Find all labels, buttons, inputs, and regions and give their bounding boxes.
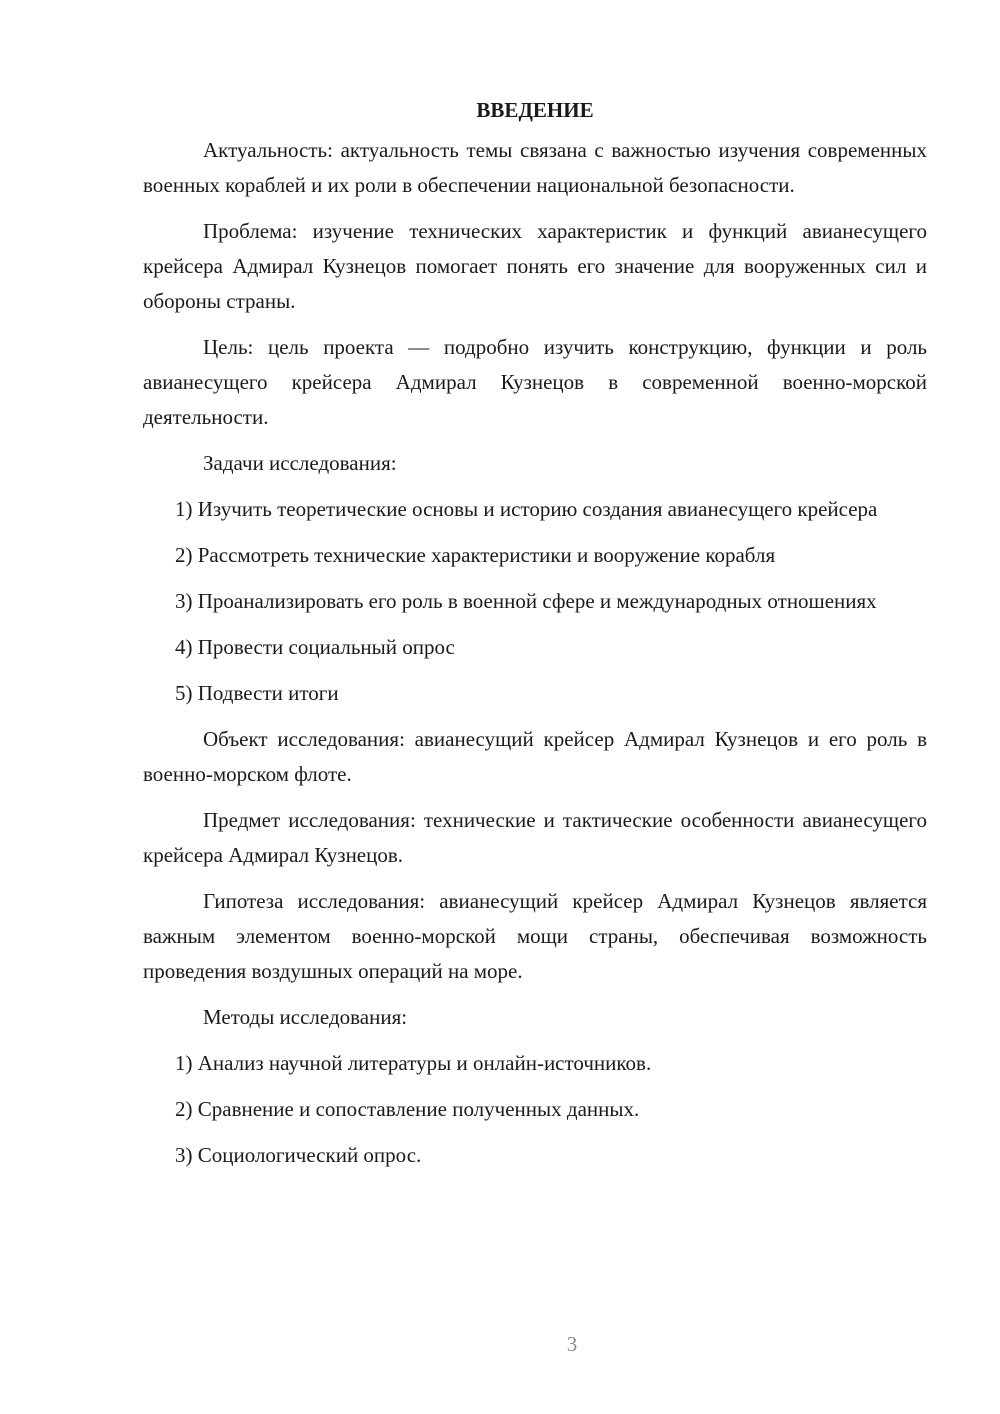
paragraph-methods-title: Методы исследования:: [203, 1005, 408, 1029]
task-item: 5) Подвести итоги: [175, 681, 339, 705]
paragraph-tasks-title: Задачи исследования:: [203, 451, 397, 475]
method-item: 1) Анализ научной литературы и онлайн-источников.: [175, 1051, 652, 1075]
paragraph-subject: Предмет исследования: технические и тактические особенности авианесущего крейсера Адмирал Кузнецов.: [143, 808, 927, 867]
paragraph-object: Объект исследования: авианесущий крейсер Адмирал Кузнецов и его роль в военно-морском флоте.: [143, 727, 927, 786]
task-item: 3) Проанализировать его роль в военной сфере и международных отношениях: [175, 589, 877, 613]
paragraph-hypothesis: Гипотеза исследования: авианесущий крейсер Адмирал Кузнецов является важным элементом военно-морской мощи страны, обеспечивая возможность проведения воздушных операций на море.: [143, 889, 927, 983]
section-heading: ВВЕДЕНИЕ: [476, 98, 594, 122]
paragraph-goal: Цель: цель проекта — подробно изучить конструкцию, функции и роль авианесущего крейсера Адмирал Кузнецов в современной военно-морской деятельности.: [143, 335, 927, 429]
task-item: 1) Изучить теоретические основы и историю создания авианесущего крейсера: [175, 497, 878, 521]
paragraph-relevance: Актуальность: актуальность темы связана с важностью изучения современных военных кораблей и их роли в обеспечении национальной безопасности.: [143, 138, 927, 197]
method-item: 3) Социологический опрос.: [175, 1143, 422, 1167]
task-item: 2) Рассмотреть технические характеристики и вооружение корабля: [175, 543, 776, 567]
paragraph-problem: Проблема: изучение технических характеристик и функций авианесущего крейсера Адмирал Кузнецов помогает понять его значение для вооруженных сил и обороны страны.: [143, 219, 927, 313]
task-item: 4) Провести социальный опрос: [175, 635, 455, 659]
page-number: 3: [566, 1332, 578, 1356]
method-item: 2) Сравнение и сопоставление полученных данных.: [175, 1097, 640, 1121]
document-page: [143, 92, 927, 1184]
